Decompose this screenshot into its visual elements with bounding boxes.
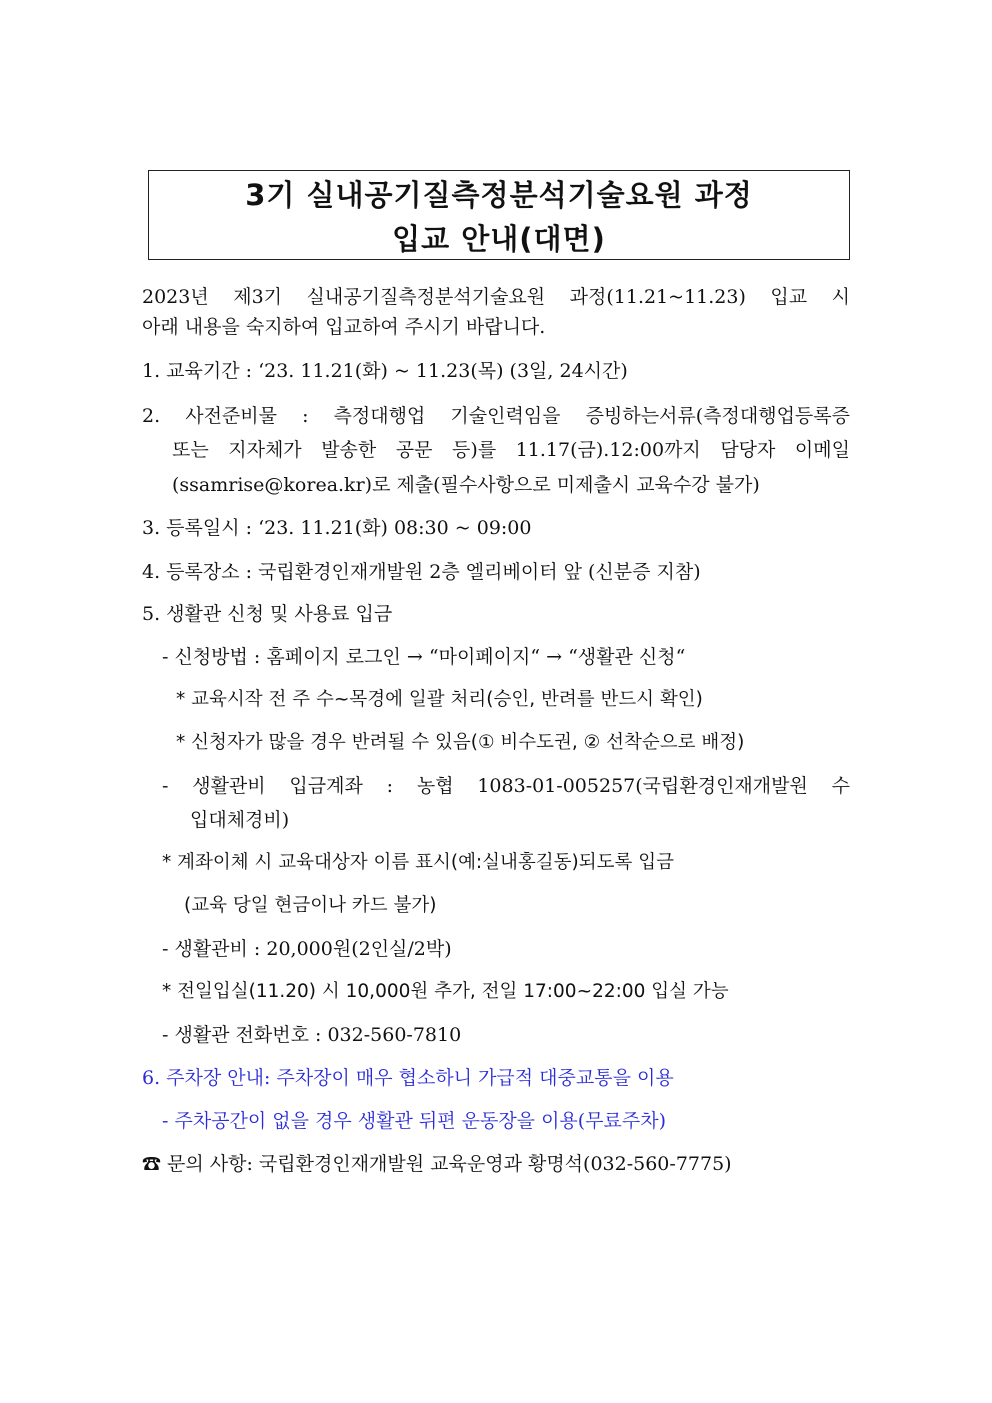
title-line-2: 입교 안내(대면) (392, 222, 606, 256)
transfer-note-line-1: * 계좌이체 시 교육대상자 이름 표시(예:실내홍길동)되도록 입금 (162, 852, 674, 873)
title-line-1: 3기 실내공기질측정분석기술요원 과정 (245, 178, 753, 212)
dorm-method: - 신청방법 : 홈페이지 로그인 → “마이페이지“ → “생활관 신청“ (162, 646, 686, 668)
item-registration-time: 3. 등록일시 : ‘23. 11.21(화) 08:30 ~ 09:00 (142, 517, 532, 539)
early-checkin-note: * 전일입실(11.20) 시 10,000원 추가, 전일 17:00~22:00 입실 가능 (162, 981, 729, 1002)
parking-note: - 주차공간이 없을 경우 생활관 뒤편 운동장을 이용(무료주차) (162, 1110, 667, 1132)
item-dorm-heading: 5. 생활관 신청 및 사용료 입금 (142, 603, 393, 625)
dorm-phone: - 생활관 전화번호 : 032-560-7810 (162, 1024, 462, 1046)
parking-heading: 6. 주차장 안내: 주차장이 매우 협소하니 가급적 대중교통을 이용 (142, 1067, 674, 1089)
item-education-period: 1. 교육기간 : ‘23. 11.21(화) ~ 11.23(목) (3일, 24시간) (142, 360, 628, 382)
intro-line-1: 2023년 제3기 실내공기질측정분석기술요원 과정(11.21~11.23) 입교 시 (142, 286, 850, 308)
dorm-note-1: * 교육시작 전 주 수~목경에 일괄 처리(승인, 반려를 반드시 확인) (176, 689, 703, 710)
dorm-note-2: * 신청자가 많을 경우 반려될 수 있음(① 비수도권, ② 선착순으로 배정) (176, 732, 745, 753)
item-registration-place: 4. 등록장소 : 국립환경인재개발원 2층 엘리베이터 앞 (신분증 지참) (142, 561, 701, 583)
transfer-note-line-2: (교육 당일 현금이나 카드 불가) (184, 895, 437, 916)
contact-line: ☎ 문의 사항: 국립환경인재개발원 교육운영과 황명석(032-560-7775) (142, 1153, 732, 1175)
item-prep-line-1: 2. 사전준비물 : 측정대행업 기술인력임을 증빙하는서류(측정대행업등록증 (142, 405, 850, 427)
item-prep-line-3: (ssamrise@korea.kr)로 제출(필수사항으로 미제출시 교육수강 불가) (172, 474, 760, 496)
item-prep-line-2: 또는 지자체가 발송한 공문 등)를 11.17(금).12:00까지 담당자 이메일 (172, 439, 850, 461)
dorm-account-line-2: 입대체경비) (190, 809, 290, 831)
intro-line-2: 아래 내용을 숙지하여 입교하여 주시기 바랍니다. (142, 316, 546, 338)
dorm-fee: - 생활관비 : 20,000원(2인실/2박) (162, 938, 452, 960)
dorm-account-line-1: - 생활관비 입금계좌 : 농협 1083-01-005257(국립환경인재개발원 수 (162, 775, 850, 797)
title-box (148, 170, 850, 260)
